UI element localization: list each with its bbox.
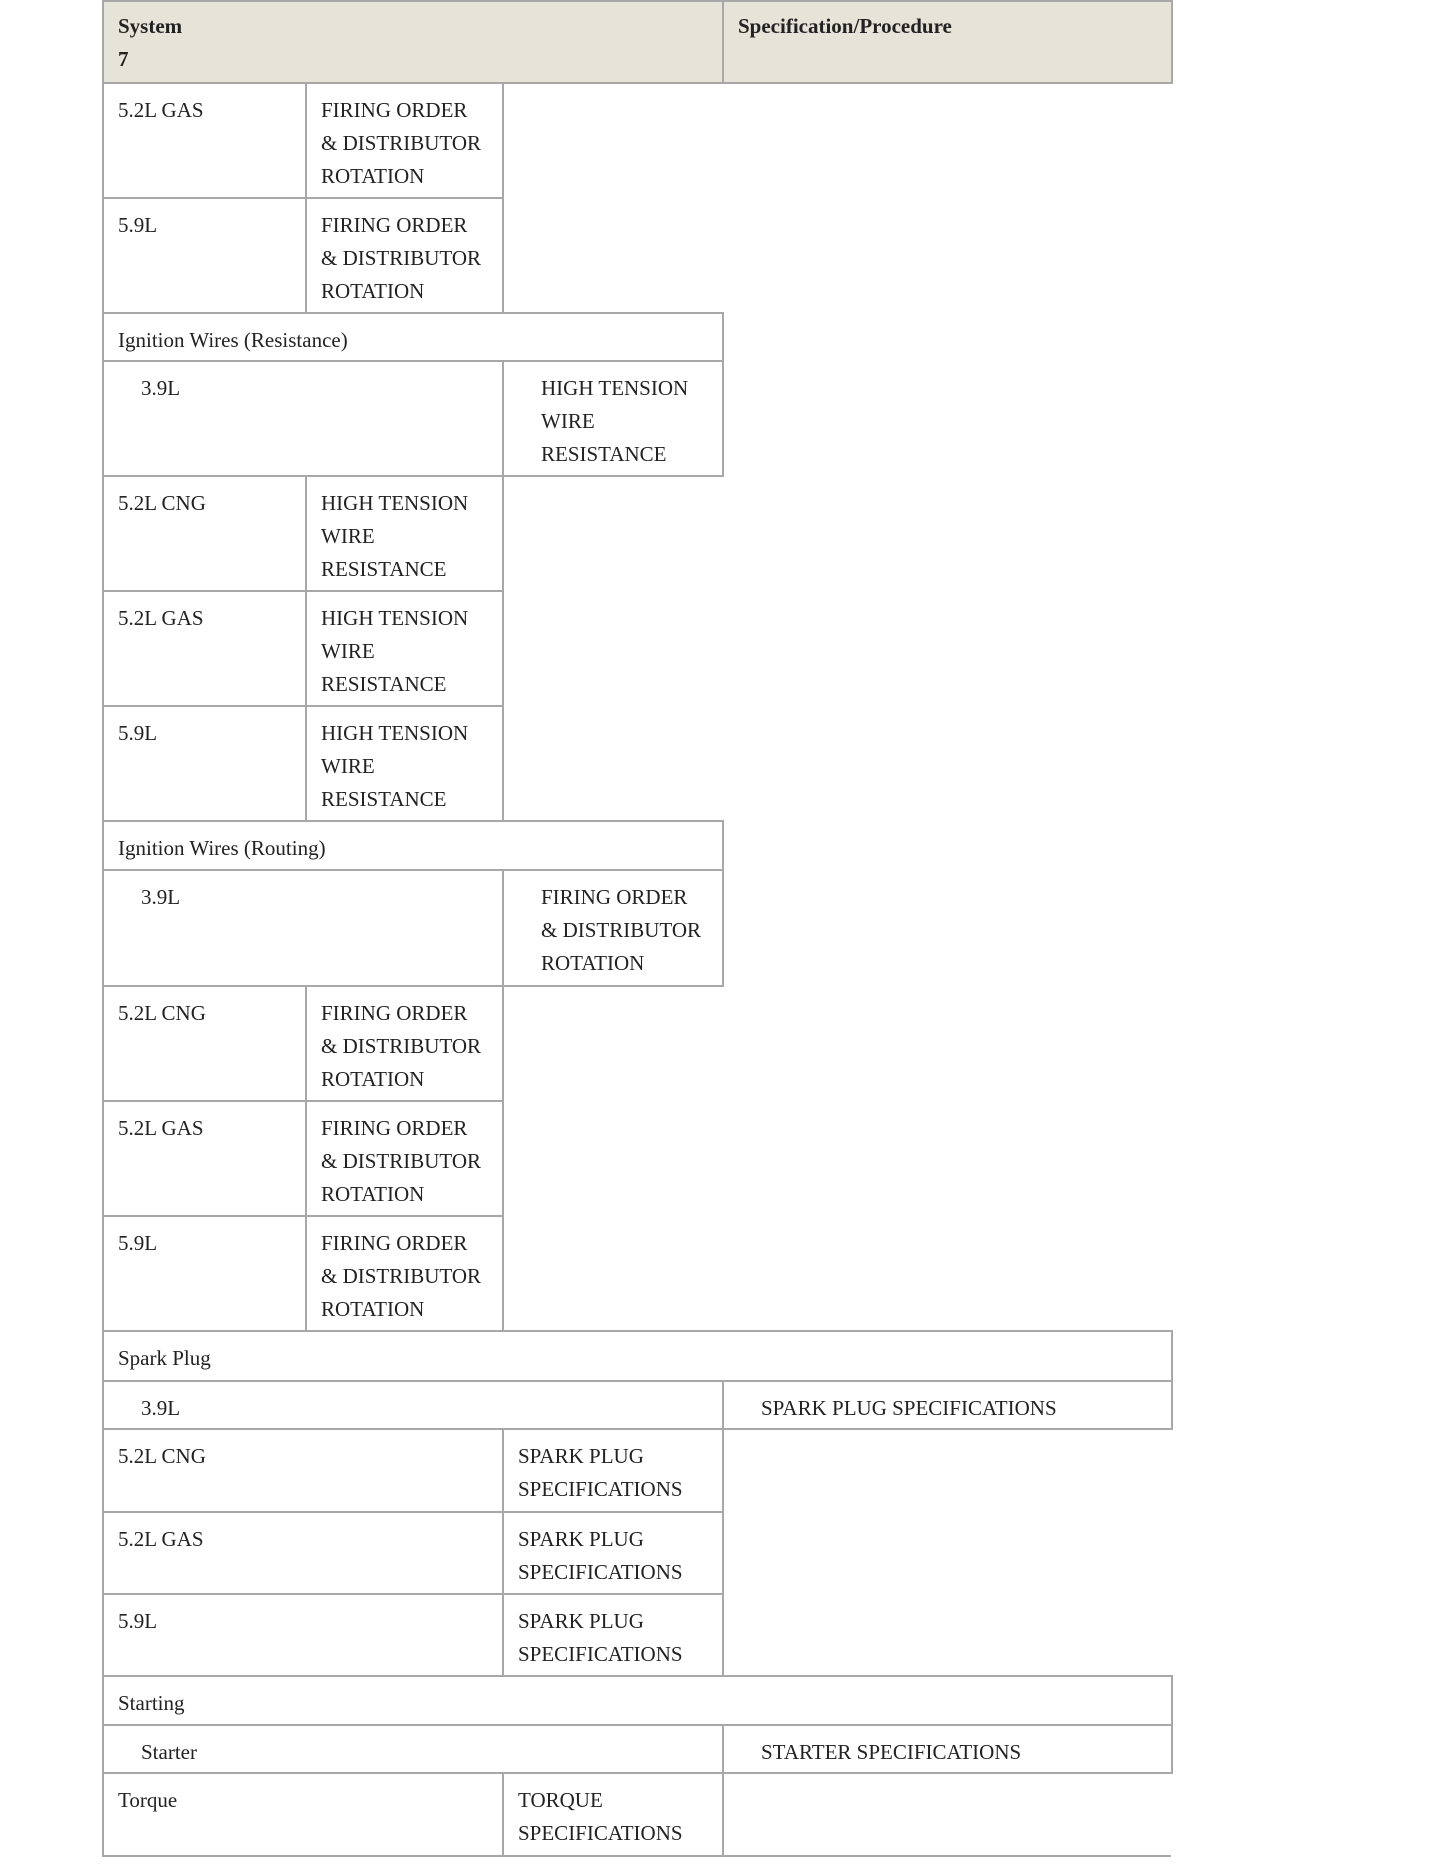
- engine-label: 5.2L GAS: [118, 98, 204, 122]
- engine-cell: [102, 360, 504, 477]
- header-system-label: System: [118, 14, 183, 38]
- spec-link-line[interactable]: SPECIFICATIONS: [518, 1642, 683, 1666]
- engine-label: 5.2L CNG: [118, 1001, 206, 1025]
- spec-link-line[interactable]: FIRING ORDER: [321, 213, 468, 237]
- spec-link-cell[interactable]: [305, 82, 504, 199]
- spec-link-cell[interactable]: [502, 1593, 724, 1677]
- spec-link-line[interactable]: WIRE: [541, 409, 595, 433]
- spec-link-line[interactable]: HIGH TENSION: [321, 606, 469, 630]
- spec-link-line[interactable]: ROTATION: [321, 1067, 425, 1091]
- spec-link-line[interactable]: SPARK PLUG SPECIFICATIONS: [761, 1396, 1057, 1420]
- engine-cell: [102, 82, 307, 199]
- section-starting: [102, 1675, 1173, 1726]
- engine-cell: [102, 869, 504, 987]
- header-spec-cell: [722, 0, 1173, 84]
- engine-label: 5.9L: [118, 1609, 158, 1633]
- engine-cell: [102, 1511, 504, 1595]
- spec-link-cell[interactable]: [502, 1772, 724, 1857]
- spec-link-line[interactable]: SPECIFICATIONS: [518, 1560, 683, 1584]
- engine-label: Torque: [118, 1788, 178, 1812]
- spec-link-cell[interactable]: [502, 1428, 724, 1513]
- engine-cell: [102, 590, 307, 707]
- spec-link-cell[interactable]: [305, 590, 504, 707]
- spec-link-line[interactable]: & DISTRIBUTOR: [321, 1264, 482, 1288]
- engine-label: 5.2L CNG: [118, 491, 206, 515]
- spec-link-line[interactable]: SPECIFICATIONS: [518, 1821, 683, 1845]
- spec-link-line[interactable]: SPECIFICATIONS: [518, 1477, 683, 1501]
- engine-cell: [102, 1428, 504, 1513]
- spec-link-line[interactable]: ROTATION: [321, 1182, 425, 1206]
- spec-link-line[interactable]: & DISTRIBUTOR: [321, 246, 482, 270]
- engine-label: 5.9L: [118, 721, 158, 745]
- spec-link-cell[interactable]: [305, 475, 504, 592]
- spec-link-line[interactable]: RESISTANCE: [541, 442, 667, 466]
- engine-cell: [102, 475, 307, 592]
- spec-link-line[interactable]: ROTATION: [321, 1297, 425, 1321]
- spec-link-cell[interactable]: [305, 985, 504, 1102]
- spec-link-line[interactable]: FIRING ORDER: [541, 885, 688, 909]
- section-ignition-wires-resistance: [102, 312, 724, 362]
- spec-link-line[interactable]: RESISTANCE: [321, 557, 447, 581]
- section-label: Ignition Wires (Resistance): [118, 328, 348, 352]
- table-bottom-rule: [722, 1855, 1171, 1857]
- spec-link-cell[interactable]: [305, 705, 504, 822]
- spec-link-cell[interactable]: [722, 1380, 1173, 1430]
- engine-cell: [102, 985, 307, 1102]
- spec-link-line[interactable]: SPARK PLUG: [518, 1444, 644, 1468]
- spec-link-cell[interactable]: [305, 1215, 504, 1332]
- spec-link-line[interactable]: HIGH TENSION: [541, 376, 689, 400]
- spec-link-line[interactable]: FIRING ORDER: [321, 1001, 468, 1025]
- engine-label: 5.2L CNG: [118, 1444, 206, 1468]
- spec-link-line[interactable]: FIRING ORDER: [321, 1231, 468, 1255]
- section-ignition-wires-routing: [102, 820, 724, 871]
- spec-link-line[interactable]: & DISTRIBUTOR: [321, 1149, 482, 1173]
- header-spec-label: Specification/Procedure: [738, 14, 952, 38]
- spec-link-line[interactable]: RESISTANCE: [321, 787, 447, 811]
- spec-link-line[interactable]: FIRING ORDER: [321, 1116, 468, 1140]
- engine-cell: [102, 1724, 724, 1774]
- spec-link-line[interactable]: & DISTRIBUTOR: [321, 1034, 482, 1058]
- engine-cell: [102, 197, 307, 314]
- spec-link-cell[interactable]: [305, 1100, 504, 1217]
- section-spark-plug: [102, 1330, 1173, 1382]
- spec-link-line[interactable]: WIRE: [321, 754, 375, 778]
- engine-cell: [102, 1100, 307, 1217]
- spec-link-cell[interactable]: [722, 1724, 1173, 1774]
- engine-cell: [102, 1380, 724, 1430]
- engine-label: 5.2L GAS: [118, 1527, 204, 1551]
- spec-link-cell[interactable]: [502, 360, 724, 477]
- spec-link-line[interactable]: ROTATION: [541, 951, 645, 975]
- header-system-cell: [102, 0, 724, 84]
- spec-link-cell[interactable]: [502, 1511, 724, 1595]
- spec-link-line[interactable]: WIRE: [321, 639, 375, 663]
- spec-link-line[interactable]: ROTATION: [321, 279, 425, 303]
- spec-link-line[interactable]: TORQUE: [518, 1788, 603, 1812]
- engine-cell: [102, 1593, 504, 1677]
- engine-cell: [102, 705, 307, 822]
- engine-label: 5.9L: [118, 213, 158, 237]
- spec-link-line[interactable]: SPARK PLUG: [518, 1527, 644, 1551]
- engine-label: Starter: [141, 1740, 197, 1764]
- engine-label: 3.9L: [141, 885, 181, 909]
- section-label: Starting: [118, 1691, 185, 1715]
- engine-cell: [102, 1215, 307, 1332]
- spec-link-line[interactable]: WIRE: [321, 524, 375, 548]
- engine-label: 3.9L: [141, 1396, 181, 1420]
- engine-label: 5.2L GAS: [118, 606, 204, 630]
- engine-cell: [102, 1772, 504, 1857]
- spec-link-line[interactable]: RESISTANCE: [321, 672, 447, 696]
- spec-link-line[interactable]: FIRING ORDER: [321, 98, 468, 122]
- engine-label: 5.9L: [118, 1231, 158, 1255]
- spec-link-line[interactable]: & DISTRIBUTOR: [321, 131, 482, 155]
- section-label: Ignition Wires (Routing): [118, 836, 326, 860]
- spec-link-cell[interactable]: [305, 197, 504, 314]
- header-system-sub: 7: [118, 47, 129, 71]
- spec-link-line[interactable]: HIGH TENSION: [321, 721, 469, 745]
- section-label: Spark Plug: [118, 1346, 211, 1370]
- engine-label: 5.2L GAS: [118, 1116, 204, 1140]
- spec-link-line[interactable]: HIGH TENSION: [321, 491, 469, 515]
- engine-label: 3.9L: [141, 376, 181, 400]
- spec-link-cell[interactable]: [502, 869, 724, 987]
- spec-link-line[interactable]: & DISTRIBUTOR: [541, 918, 702, 942]
- spec-link-line[interactable]: ROTATION: [321, 164, 425, 188]
- spec-link-line[interactable]: STARTER SPECIFICATIONS: [761, 1740, 1022, 1764]
- spec-link-line[interactable]: SPARK PLUG: [518, 1609, 644, 1633]
